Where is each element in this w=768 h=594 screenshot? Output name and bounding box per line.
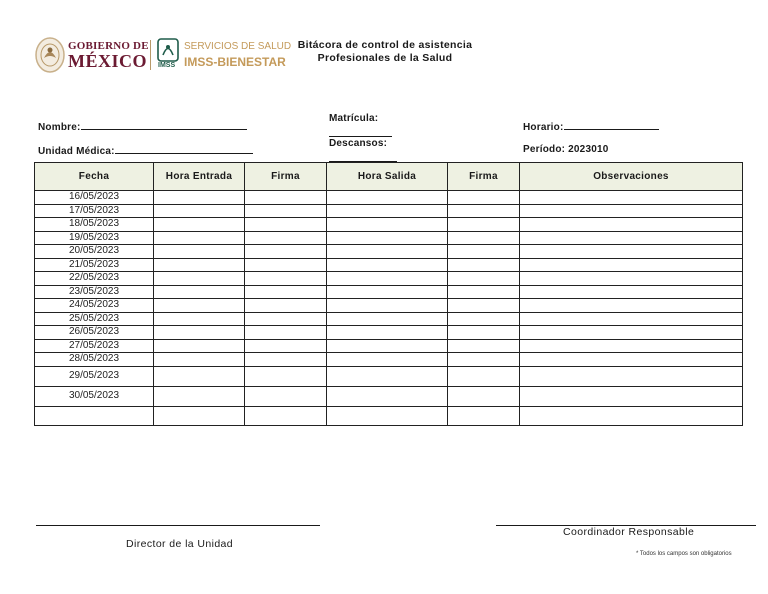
cell-hora-salida[interactable]	[327, 231, 448, 245]
cell-fecha: 18/05/2023	[35, 218, 154, 232]
cell-hora-salida[interactable]	[327, 299, 448, 313]
cell-hora-entrada[interactable]	[154, 366, 245, 386]
gob-line2: MÉXICO	[68, 51, 147, 71]
imss-mark-text: IMSS	[158, 62, 176, 69]
document-subtitle: Profesionales de la Salud	[317, 52, 453, 64]
nombre-field[interactable]	[38, 120, 247, 133]
cell-firma-salida[interactable]	[448, 353, 520, 367]
cell-hora-entrada[interactable]	[154, 326, 245, 340]
cell-hora-entrada[interactable]	[154, 299, 245, 313]
cell-firma-entrada[interactable]	[245, 326, 327, 340]
matricula-label: Matrícula:	[329, 113, 379, 124]
table-row	[35, 299, 743, 313]
cell-firma-salida[interactable]	[448, 204, 520, 218]
cell-hora-salida[interactable]	[327, 366, 448, 386]
cell-hora-salida[interactable]	[327, 258, 448, 272]
cell-hora-entrada[interactable]	[154, 353, 245, 367]
cell-observaciones[interactable]	[520, 339, 743, 353]
table-row	[35, 406, 743, 425]
cell-firma-entrada[interactable]	[245, 386, 327, 406]
cell-hora-salida[interactable]	[327, 218, 448, 232]
cell-firma-salida[interactable]	[448, 258, 520, 272]
cell-fecha: 17/05/2023	[35, 204, 154, 218]
cell-fecha: 29/05/2023	[35, 366, 154, 386]
horario-field[interactable]	[523, 120, 659, 133]
cell-firma-salida[interactable]	[448, 326, 520, 340]
table-row	[35, 258, 743, 272]
table-row	[35, 312, 743, 326]
cell-observaciones[interactable]	[520, 218, 743, 232]
cell-firma-entrada[interactable]	[245, 191, 327, 205]
cell-fecha	[35, 406, 154, 425]
nombre-blank[interactable]	[81, 120, 247, 130]
cell-observaciones[interactable]	[520, 326, 743, 340]
nombre-label: Nombre:	[38, 122, 81, 133]
col-firma-salida: Firma	[448, 163, 520, 191]
col-firma-entrada: Firma	[245, 163, 327, 191]
cell-hora-salida[interactable]	[327, 386, 448, 406]
cell-firma-salida[interactable]	[448, 191, 520, 205]
cell-firma-entrada[interactable]	[245, 218, 327, 232]
attendance-table	[34, 162, 743, 426]
cell-firma-entrada[interactable]	[245, 366, 327, 386]
cell-firma-entrada[interactable]	[245, 258, 327, 272]
imss-line1: SERVICIOS DE SALUD	[184, 41, 292, 52]
col-fecha: Fecha	[35, 163, 154, 191]
cell-fecha: 26/05/2023	[35, 326, 154, 340]
cell-firma-entrada[interactable]	[245, 272, 327, 286]
cell-hora-entrada[interactable]	[154, 245, 245, 259]
table-row	[35, 366, 743, 386]
table-row	[35, 272, 743, 286]
cell-fecha: 30/05/2023	[35, 386, 154, 406]
cell-firma-salida[interactable]	[448, 285, 520, 299]
cell-hora-salida[interactable]	[327, 272, 448, 286]
cell-observaciones[interactable]	[520, 231, 743, 245]
imss-line2: IMSS-BIENESTAR	[184, 55, 286, 69]
cell-firma-salida[interactable]	[448, 312, 520, 326]
cell-observaciones[interactable]	[520, 366, 743, 386]
cell-fecha: 16/05/2023	[35, 191, 154, 205]
required-note: * Todos los campos son obligatorios	[636, 551, 732, 557]
periodo-value: 2023010	[568, 144, 609, 155]
cell-firma-salida[interactable]	[448, 272, 520, 286]
table-row	[35, 326, 743, 340]
cell-hora-entrada[interactable]	[154, 406, 245, 425]
cell-hora-salida[interactable]	[327, 406, 448, 425]
mexico-seal-icon	[34, 36, 66, 74]
cell-firma-entrada[interactable]	[245, 231, 327, 245]
cell-firma-salida[interactable]	[448, 339, 520, 353]
table-row	[35, 386, 743, 406]
horario-blank[interactable]	[564, 120, 659, 130]
cell-observaciones[interactable]	[520, 285, 743, 299]
table-row	[35, 245, 743, 259]
cell-fecha: 28/05/2023	[35, 353, 154, 367]
cell-fecha: 20/05/2023	[35, 245, 154, 259]
table-row	[35, 191, 743, 205]
cell-observaciones[interactable]	[520, 406, 743, 425]
cell-hora-entrada[interactable]	[154, 258, 245, 272]
horario-label: Horario:	[523, 122, 564, 133]
cell-fecha: 24/05/2023	[35, 299, 154, 313]
cell-firma-salida[interactable]	[448, 231, 520, 245]
cell-fecha: 25/05/2023	[35, 312, 154, 326]
table-row	[35, 218, 743, 232]
unidad-label: Unidad Médica:	[38, 146, 115, 157]
cell-firma-entrada[interactable]	[245, 299, 327, 313]
coordinador-label: Coordinador Responsable	[563, 526, 695, 538]
cell-firma-entrada[interactable]	[245, 245, 327, 259]
descansos-blank[interactable]	[329, 152, 397, 162]
cell-observaciones[interactable]	[520, 258, 743, 272]
document-title: Bitácora de control de asistencia	[297, 39, 473, 51]
logo-divider	[150, 40, 151, 70]
director-label: Director de la Unidad	[126, 538, 234, 550]
col-hora-salida: Hora Salida	[327, 163, 448, 191]
cell-observaciones[interactable]	[520, 204, 743, 218]
cell-firma-salida[interactable]	[448, 406, 520, 425]
cell-hora-salida[interactable]	[327, 285, 448, 299]
cell-firma-salida[interactable]	[448, 218, 520, 232]
cell-hora-salida[interactable]	[327, 339, 448, 353]
cell-hora-salida[interactable]	[327, 204, 448, 218]
cell-observaciones[interactable]	[520, 272, 743, 286]
cell-firma-entrada[interactable]	[245, 339, 327, 353]
cell-hora-entrada[interactable]	[154, 272, 245, 286]
cell-observaciones[interactable]	[520, 312, 743, 326]
cell-fecha: 27/05/2023	[35, 339, 154, 353]
table-row	[35, 285, 743, 299]
cell-firma-salida[interactable]	[448, 245, 520, 259]
cell-observaciones[interactable]	[520, 386, 743, 406]
cell-hora-entrada[interactable]	[154, 231, 245, 245]
cell-hora-entrada[interactable]	[154, 285, 245, 299]
cell-observaciones[interactable]	[520, 299, 743, 313]
descansos-label: Descansos:	[329, 138, 388, 149]
cell-firma-salida[interactable]	[448, 366, 520, 386]
cell-fecha: 22/05/2023	[35, 272, 154, 286]
cell-firma-entrada[interactable]	[245, 285, 327, 299]
table-header-row	[35, 163, 743, 191]
periodo-field	[523, 144, 609, 155]
cell-hora-entrada[interactable]	[154, 312, 245, 326]
cell-firma-entrada[interactable]	[245, 312, 327, 326]
cell-firma-salida[interactable]	[448, 299, 520, 313]
cell-observaciones[interactable]	[520, 245, 743, 259]
table-row	[35, 339, 743, 353]
cell-hora-salida[interactable]	[327, 326, 448, 340]
cell-hora-salida[interactable]	[327, 312, 448, 326]
cell-observaciones[interactable]	[520, 353, 743, 367]
cell-hora-salida[interactable]	[327, 245, 448, 259]
table-body	[35, 191, 743, 426]
table-row	[35, 204, 743, 218]
gobierno-de-mexico-logo	[34, 36, 152, 74]
gob-line1: GOBIERNO DE	[68, 40, 149, 52]
cell-hora-salida[interactable]	[327, 353, 448, 367]
table-row	[35, 231, 743, 245]
col-hora-entrada: Hora Entrada	[154, 163, 245, 191]
unidad-blank[interactable]	[115, 144, 253, 154]
cell-hora-entrada[interactable]	[154, 218, 245, 232]
cell-firma-entrada[interactable]	[245, 353, 327, 367]
cell-firma-entrada[interactable]	[245, 204, 327, 218]
cell-firma-salida[interactable]	[448, 386, 520, 406]
cell-hora-entrada[interactable]	[154, 191, 245, 205]
cell-hora-entrada[interactable]	[154, 386, 245, 406]
cell-hora-entrada[interactable]	[154, 339, 245, 353]
director-signature-line[interactable]	[36, 525, 320, 526]
unidad-field[interactable]	[38, 144, 253, 157]
cell-fecha: 21/05/2023	[35, 258, 154, 272]
matricula-blank[interactable]	[329, 127, 392, 137]
cell-hora-entrada[interactable]	[154, 204, 245, 218]
cell-fecha: 19/05/2023	[35, 231, 154, 245]
cell-fecha: 23/05/2023	[35, 285, 154, 299]
periodo-label: Período:	[523, 144, 566, 155]
col-observaciones: Observaciones	[520, 163, 743, 191]
table-row	[35, 353, 743, 367]
cell-firma-entrada[interactable]	[245, 406, 327, 425]
cell-hora-salida[interactable]	[327, 191, 448, 205]
cell-observaciones[interactable]	[520, 191, 743, 205]
